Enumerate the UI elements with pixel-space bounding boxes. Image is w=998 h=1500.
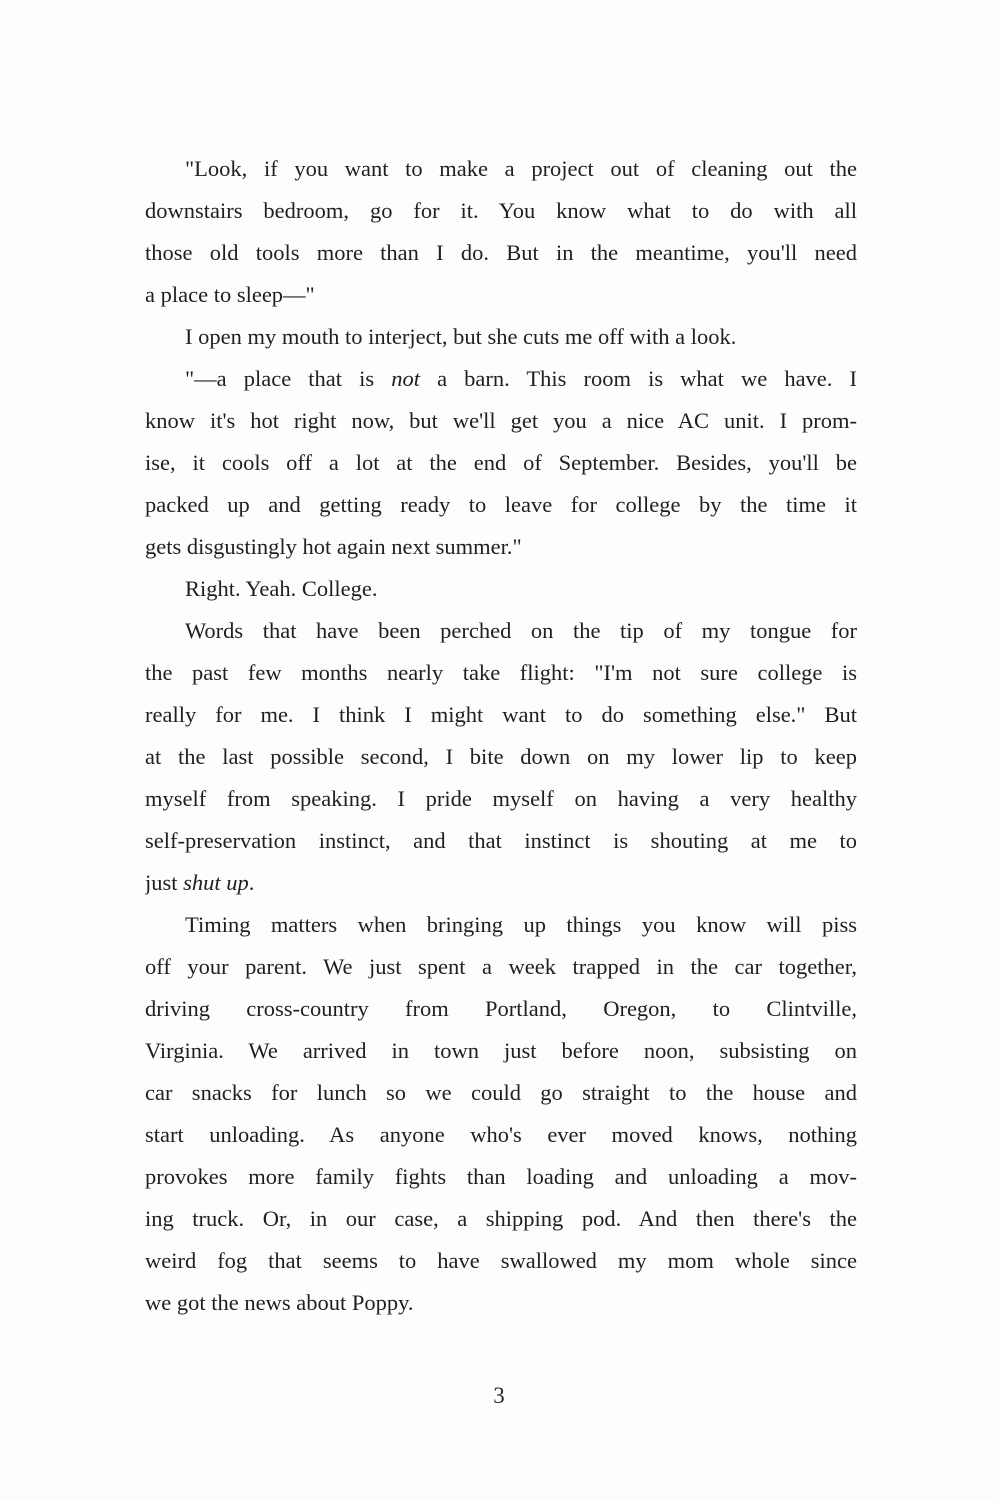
- text-segment: really for me. I think I might want to do something else." But: [145, 702, 857, 727]
- text-segment: those old tools more than I do. But in the meantime, you'll need: [145, 240, 857, 265]
- text-line: [145, 904, 857, 946]
- text-line: [145, 316, 857, 358]
- text-segment: ing truck. Or, in our case, a shipping pod. And then there's the: [145, 1206, 857, 1231]
- text-line: [145, 232, 857, 274]
- text-segment: at the last possible second, I bite down on my lower lip to keep: [145, 744, 857, 769]
- paragraph: [145, 904, 857, 1324]
- text-segment: myself from speaking. I pride myself on having a very healthy: [145, 786, 857, 811]
- paragraph: [145, 316, 857, 358]
- text-line: [145, 148, 857, 190]
- text-segment: Right. Yeah. College.: [185, 576, 378, 601]
- italic-text: not: [391, 366, 420, 391]
- text-line: [145, 988, 857, 1030]
- text-line: [145, 1030, 857, 1072]
- text-segment: car snacks for lunch so we could go straight to the house and: [145, 1080, 857, 1105]
- text-line: [145, 190, 857, 232]
- text-line: [145, 484, 857, 526]
- text-line: [145, 778, 857, 820]
- paragraph: [145, 610, 857, 904]
- paragraph: [145, 568, 857, 610]
- text-line: [145, 1156, 857, 1198]
- text-line: [145, 1282, 857, 1324]
- text-line: [145, 442, 857, 484]
- text-segment: off your parent. We just spent a week trapped in the car together,: [145, 954, 857, 979]
- text-segment: .: [248, 870, 255, 895]
- text-segment: packed up and getting ready to leave for college by the time it: [145, 492, 857, 517]
- text-line: [145, 274, 857, 316]
- text-segment: we got the news about Poppy.: [145, 1290, 414, 1315]
- paragraph: [145, 148, 857, 316]
- text-segment: start unloading. As anyone who's ever moved knows, nothing: [145, 1122, 857, 1147]
- text-line: [145, 1072, 857, 1114]
- text-segment: I open my mouth to interject, but she cuts me off with a look.: [185, 324, 737, 349]
- text-segment: self-preservation instinct, and that instinct is shouting at me to: [145, 828, 857, 853]
- text-line: [145, 400, 857, 442]
- text-segment: "—a place that is: [185, 366, 392, 391]
- text-segment: just: [145, 870, 184, 895]
- text-line: [145, 652, 857, 694]
- text-segment: downstairs bedroom, go for it. You know what to do with all: [145, 198, 857, 223]
- italic-text: shut up: [183, 870, 249, 895]
- page-number: 3: [493, 1383, 505, 1408]
- text-segment: provokes more family fights than loading and unloading a mov-: [145, 1164, 857, 1189]
- text-segment: Timing matters when bringing up things you know will piss: [185, 912, 857, 937]
- text-segment: a barn. This room is what we have. I: [419, 366, 857, 391]
- text-line: [145, 736, 857, 778]
- text-segment: Virginia. We arrived in town just before noon, subsisting on: [145, 1038, 857, 1063]
- text-segment: driving cross-country from Portland, Oregon, to Clintville,: [145, 996, 857, 1021]
- text-line: [145, 820, 857, 862]
- text-segment: Words that have been perched on the tip of my tongue for: [185, 618, 857, 643]
- text-line: [145, 610, 857, 652]
- text-line: [145, 1240, 857, 1282]
- text-line: [145, 1114, 857, 1156]
- text-line: [145, 946, 857, 988]
- text-segment: gets disgustingly hot again next summer.": [145, 534, 522, 559]
- text-segment: ise, it cools off a lot at the end of September. Besides, you'll be: [145, 450, 857, 475]
- text-line: [145, 358, 857, 400]
- text-line: [145, 862, 857, 904]
- text-segment: a place to sleep—": [145, 282, 315, 307]
- text-segment: weird fog that seems to have swallowed my mom whole since: [145, 1248, 857, 1273]
- text-line: [145, 694, 857, 736]
- text-line: [145, 1198, 857, 1240]
- paragraph: [145, 358, 857, 568]
- text-segment: know it's hot right now, but we'll get you a nice AC unit. I prom-: [145, 408, 857, 433]
- text-line: [145, 568, 857, 610]
- text-line: [145, 526, 857, 568]
- text-segment: "Look, if you want to make a project out of cleaning out the: [185, 156, 857, 181]
- text-segment: the past few months nearly take flight: "I'm not sure college is: [145, 660, 857, 685]
- page-text: [145, 148, 857, 1324]
